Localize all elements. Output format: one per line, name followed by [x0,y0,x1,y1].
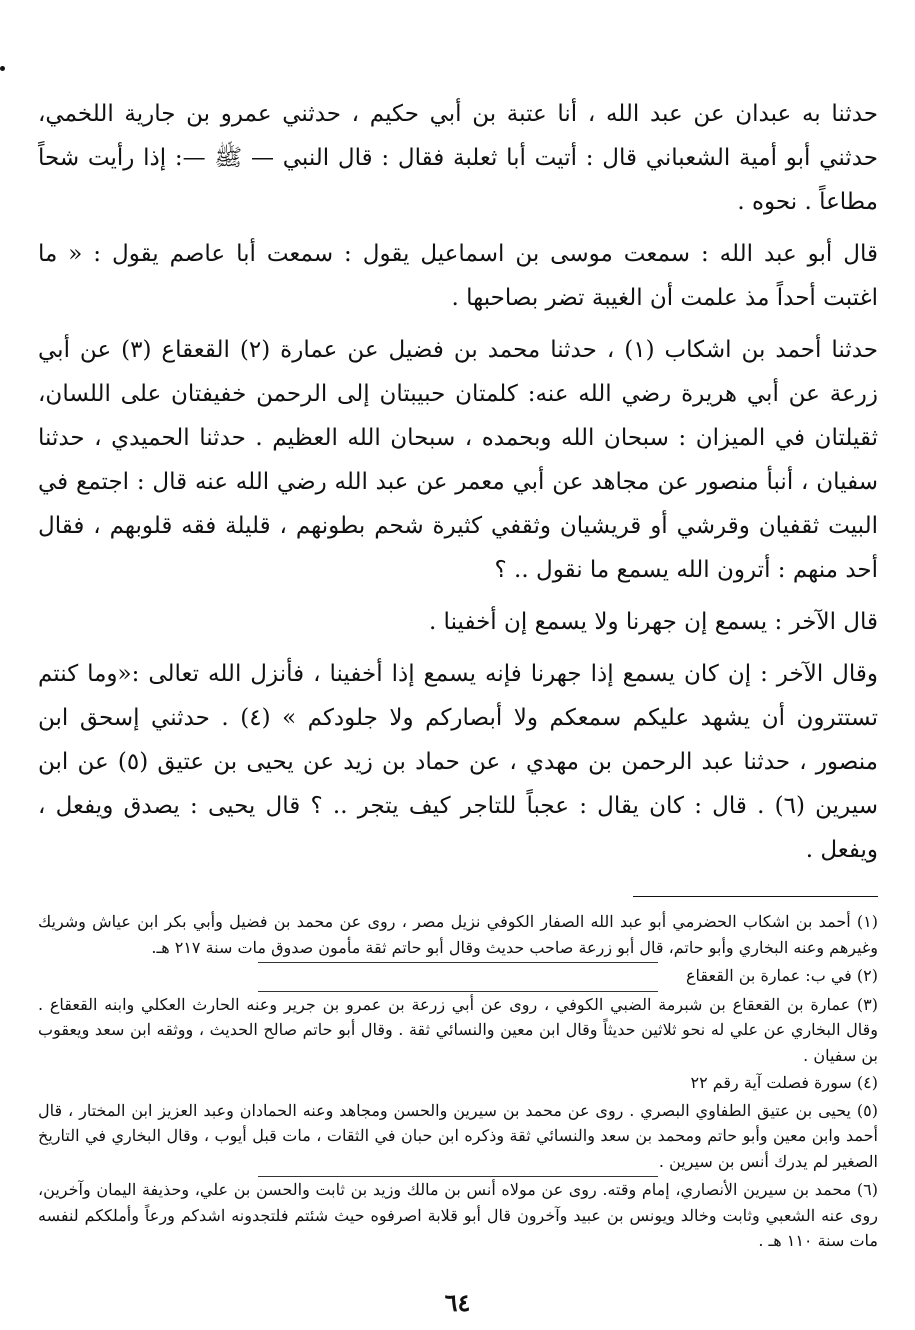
footnote-1: (١) أحمد بن اشكاب الحضرمي أبو عبد الله الصفار الكوفي نزيل مصر ، روى عن محمد بن فضيل وأبي بكر ابن عياش وشريك وغيرهم وعنه البخاري وأبو حاتم، قال أبو زرعة صاحب حديث وقال أبو حاتم ثقة مأمون صدوق مات سنة ٢١٧ هـ. [38,912,878,957]
page-number: ٦٤ [444,1288,471,1317]
footnote-2: (٢) في ب: عمارة بن القعقاع [685,966,878,985]
footnote-3: (٣) عمارة بن القعقاع بن شبرمة الضبي الكوفي ، روى عن أبي زرعة بن عمرو بن جرير وعنه الحارث العكلي وابنه القعقاع . وقال البخاري عن علي له نحو ثلاثين حديثاً وقال ابن معين والنسائي ثقة . وقال أبو حاتم صالح الحديث ، ووثقه ابن سعد ويعقوب بن سفيان . [38,994,878,1065]
footnotes [38,909,878,1254]
paragraph-3: حدثنا أحمد بن اشكاب (١) ، حدثنا محمد بن فضيل عن عمارة (٢) القعقاع (٣) عن أبي زرعة عن أبي هريرة رضي الله عنه: كلمتان حبيبتان إلى الرحمن خفيفتان على اللسان، ثقيلتان في الميزان : سبحان الله وبحمده ، سبحان الله العظيم . حدثنا الحميدي ، حدثنا سفيان ، أنبأ منصور عن مجاهد عن أبي معمر عن عبد الله رضي الله عنه قال : اجتمع في البيت ثقفيان وقرشي أو قريشيان وثقفي كثيرة شحم بطونهم ، قليلة فقه قلوبهم ، فقال أحد منهم : أترون الله يسمع ما نقول .. ؟ [38,337,878,583]
margin-dot [0,66,5,71]
footnote-6: (٦) محمد بن سيرين الأنصاري، إمام وقته. روى عن مولاه أنس بن مالك وزيد بن ثابت والحسن بن علي، وحذيفة اليمان وآخرين، روى عنه الشعبي وثابت وخالد ويونس بن عبيد وآخرون قال أبو قلابة اصرفوه حيث شئتم فلتجدونه اشدكم ورعاً وأملككم لنفسه مات سنة ١١٠ هـ . [38,1180,878,1250]
paragraph-5: وقال الآخر : إن كان يسمع إذا جهرنا فإنه يسمع إذا أخفينا ، فأنزل الله تعالى :«وما كنتم تستترون أن يشهد عليكم سمعكم ولا أبصاركم ولا جلودكم » (٤) . حدثني إسحق ابن منصور ، حدثنا عبد الرحمن بن مهدي ، عن حماد بن زيد عن يحيى بن عتيق (٥) عن ابن سيرين (٦) . قال : كان يقال : عجباً للتاجر كيف يتجر .. ؟ قال يحيى : يصدق ويفعل ، ويفعل . [38,661,878,863]
footnote-4: (٤) سورة فصلت آية رقم ٢٢ [690,1073,878,1092]
main-text [38,92,878,872]
paragraph-1: حدثنا به عبدان عن عبد الله ، أنا عتبة بن أبي حكيم ، حدثني عمرو بن جارية اللخمي، حدثني أبو أمية الشعباني قال : أتيت أبا ثعلبة فقال : قال النبي — ﷺ —: إذا رأيت شحاً مطاعاً . نحوه . [38,101,878,215]
paragraph-4: قال الآخر : يسمع إن جهرنا ولا يسمع إن أخفينا . [428,609,878,635]
paragraph-2: قال أبو عبد الله : سمعت موسى بن اسماعيل يقول : سمعت أبا عاصم يقول : « ما اغتبت أحداً مذ علمت أن الغيبة تضر بصاحبها . [38,241,878,311]
page-body [38,92,878,1256]
footnote-separator [633,896,878,897]
footnote-5: (٥) يحيى بن عتيق الطفاوي البصري . روى عن محمد بن سيرين والحسن ومجاهد وعنه الحمادان وعبد العزيز ابن المختار ، قال أحمد وابن معين وأبو حاتم ومحمد بن سعد والنسائي ثقة وذكره ابن حبان في الثقات ، مات قبل أيوب ، وقال البخاري في التاريخ الصغير لم يدرك أنس بن سيرين . [38,1100,878,1171]
